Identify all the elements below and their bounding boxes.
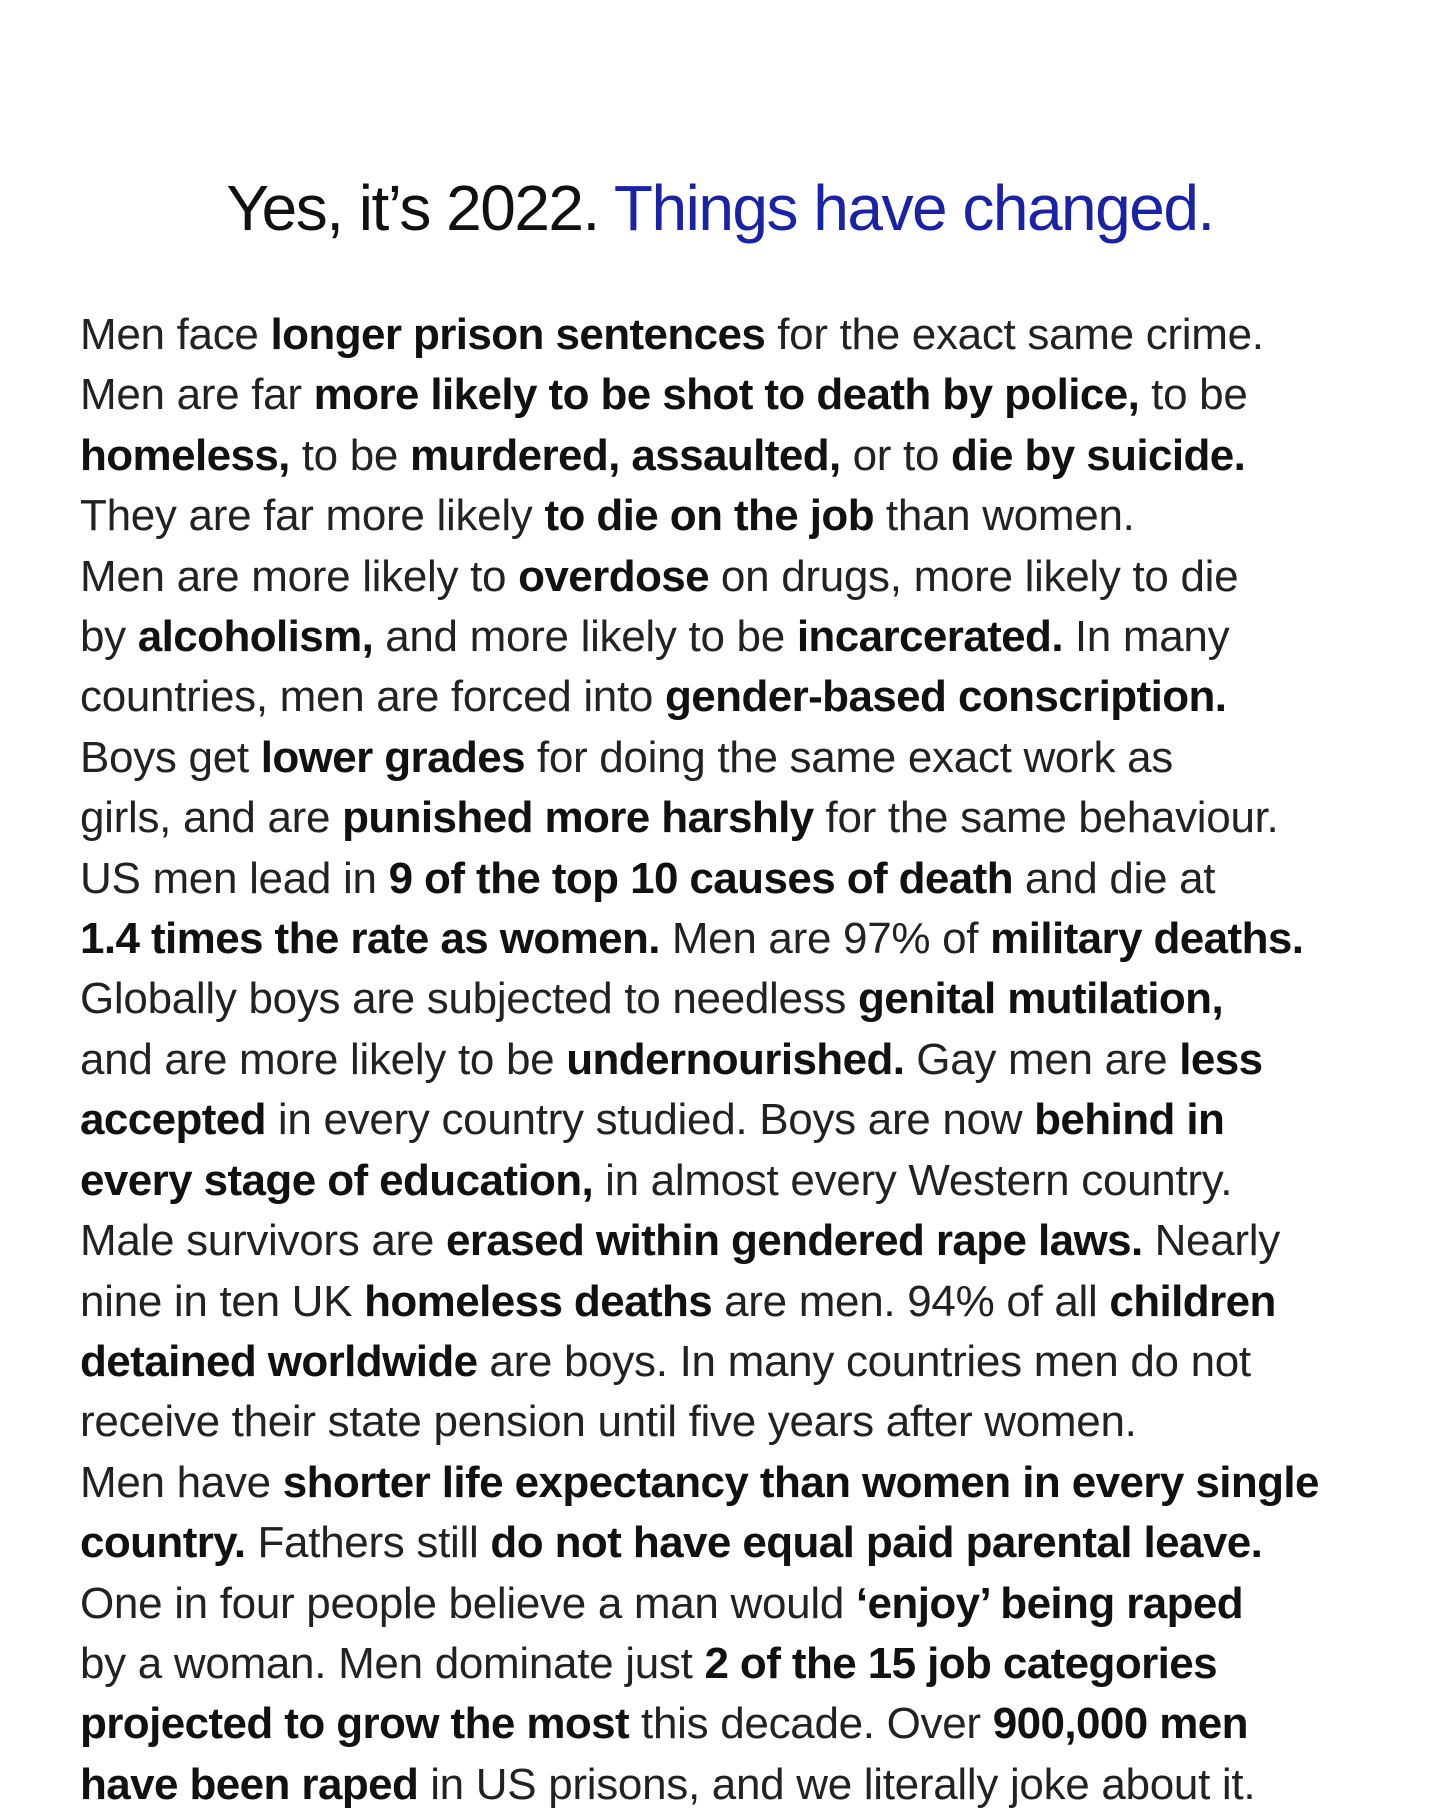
bold-phrase: 1.4 times the rate as women. bbox=[80, 914, 660, 964]
text-run: receive their state pension until five years after women. bbox=[80, 1397, 1137, 1447]
bold-phrase: projected to grow the most bbox=[80, 1699, 630, 1749]
text-run: Men are more likely to bbox=[80, 551, 519, 601]
text-run: and die at bbox=[1013, 853, 1216, 903]
text-run: Nearly bbox=[1142, 1216, 1280, 1266]
body-line bbox=[80, 547, 1380, 607]
text-run: Men face bbox=[80, 310, 271, 359]
bold-phrase: country. bbox=[80, 1518, 246, 1568]
body-line bbox=[80, 1211, 1380, 1271]
bold-phrase: do not have equal paid parental leave. bbox=[490, 1518, 1263, 1568]
body-line bbox=[80, 1694, 1380, 1754]
bold-phrase: homeless, bbox=[80, 430, 290, 480]
text-run: for the exact same crime. bbox=[765, 310, 1264, 359]
body-line bbox=[80, 969, 1380, 1029]
text-run: nine in ten UK bbox=[80, 1276, 365, 1326]
bold-phrase: accepted bbox=[80, 1095, 266, 1145]
body-line bbox=[80, 1332, 1380, 1392]
body-line bbox=[80, 1030, 1380, 1090]
bold-phrase: military deaths. bbox=[990, 914, 1304, 964]
text-run: in US prisons, and we literally joke about it. bbox=[418, 1759, 1256, 1809]
text-run: Male survivors are bbox=[80, 1216, 446, 1266]
text-run: for the same behaviour. bbox=[813, 793, 1279, 843]
bold-phrase: murdered, assaulted, bbox=[410, 430, 841, 480]
text-run: One in four people believe a man would bbox=[80, 1578, 856, 1628]
bold-phrase: 2 of the 15 job categories bbox=[704, 1638, 1217, 1688]
text-run: and more likely to be bbox=[373, 612, 797, 662]
text-run: are men. 94% of all bbox=[712, 1276, 1110, 1326]
text-run: are boys. In many countries men do not bbox=[477, 1336, 1251, 1386]
bold-phrase: punished more harshly bbox=[342, 793, 814, 843]
bold-phrase: gender-based conscription. bbox=[665, 672, 1227, 722]
bold-phrase: die by suicide. bbox=[951, 430, 1246, 480]
bold-phrase: ‘enjoy’ being raped bbox=[855, 1578, 1244, 1628]
body-line bbox=[80, 909, 1380, 969]
text-run: by a woman. Men dominate just bbox=[80, 1638, 705, 1688]
bold-phrase: detained worldwide bbox=[80, 1336, 478, 1386]
bold-phrase: shorter life expectancy than women in every single bbox=[282, 1457, 1319, 1507]
bold-phrase: every stage of education, bbox=[80, 1155, 594, 1205]
text-run: girls, and are bbox=[80, 793, 343, 843]
bold-phrase: longer prison sentences bbox=[270, 310, 766, 359]
body-line bbox=[80, 788, 1380, 848]
text-run: by bbox=[80, 612, 138, 662]
bold-phrase: incarcerated. bbox=[796, 612, 1063, 662]
bold-phrase: homeless deaths bbox=[364, 1276, 713, 1326]
body-line bbox=[80, 728, 1380, 788]
body-line bbox=[80, 426, 1380, 486]
bold-phrase: lower grades bbox=[260, 732, 525, 782]
headline bbox=[0, 168, 1440, 248]
body-line bbox=[80, 1453, 1380, 1513]
body-line bbox=[80, 1634, 1380, 1694]
bold-phrase: alcoholism, bbox=[137, 612, 374, 662]
text-run: to be bbox=[1139, 370, 1248, 420]
text-run: Globally boys are subjected to needless bbox=[80, 974, 859, 1024]
text-run: In many bbox=[1062, 612, 1230, 662]
body-line bbox=[80, 305, 1380, 365]
text-run: on drugs, more likely to die bbox=[709, 551, 1239, 601]
text-run: Men have bbox=[80, 1457, 283, 1507]
bold-phrase: 900,000 men bbox=[992, 1699, 1248, 1749]
body-line bbox=[80, 486, 1380, 546]
text-run: They are far more likely bbox=[80, 491, 545, 541]
body-line bbox=[80, 1151, 1380, 1211]
text-run: this decade. Over bbox=[629, 1699, 993, 1749]
text-run: Men are 97% of bbox=[659, 914, 991, 964]
text-run: or to bbox=[840, 430, 952, 480]
text-run: in almost every Western country. bbox=[593, 1155, 1233, 1205]
text-run: and are more likely to be bbox=[80, 1034, 567, 1084]
bold-phrase: erased within gendered rape laws. bbox=[445, 1216, 1143, 1266]
body-line bbox=[80, 1513, 1380, 1573]
text-run: Fathers still bbox=[245, 1518, 491, 1568]
body-paragraph bbox=[80, 305, 1380, 1815]
text-run: Boys get bbox=[80, 732, 261, 782]
bold-phrase: less bbox=[1179, 1034, 1263, 1084]
body-line bbox=[80, 1574, 1380, 1634]
bold-phrase: overdose bbox=[518, 551, 709, 601]
text-run: for doing the same exact work as bbox=[524, 732, 1173, 782]
headline-part-1: Yes, it’s 2022. bbox=[226, 172, 599, 244]
headline-part-2-accent: Things have changed. bbox=[613, 172, 1214, 244]
text-run: Gay men are bbox=[904, 1034, 1180, 1084]
bold-phrase: more likely to be shot to death by police, bbox=[313, 370, 1140, 420]
text-run: to be bbox=[289, 430, 411, 480]
text-run: in every country studied. Boys are now bbox=[265, 1095, 1035, 1145]
bold-phrase: 9 of the top 10 causes of death bbox=[388, 853, 1013, 903]
bold-phrase: genital mutilation, bbox=[858, 974, 1224, 1024]
body-line bbox=[80, 1755, 1380, 1815]
body-line bbox=[80, 667, 1380, 727]
bold-phrase: to die on the job bbox=[544, 491, 874, 541]
bold-phrase: have been raped bbox=[80, 1759, 419, 1809]
body-line bbox=[80, 849, 1380, 909]
body-line bbox=[80, 1392, 1380, 1452]
text-run: Men are far bbox=[80, 370, 314, 420]
text-run: US men lead in bbox=[80, 853, 389, 903]
body-line bbox=[80, 1272, 1380, 1332]
body-line bbox=[80, 607, 1380, 667]
bold-phrase: children bbox=[1109, 1276, 1276, 1326]
body-line bbox=[80, 365, 1380, 425]
bold-phrase: behind in bbox=[1034, 1095, 1225, 1145]
text-run: countries, men are forced into bbox=[80, 672, 666, 722]
body-line bbox=[80, 1090, 1380, 1150]
text-run: than women. bbox=[873, 491, 1135, 541]
bold-phrase: undernourished. bbox=[566, 1034, 905, 1084]
